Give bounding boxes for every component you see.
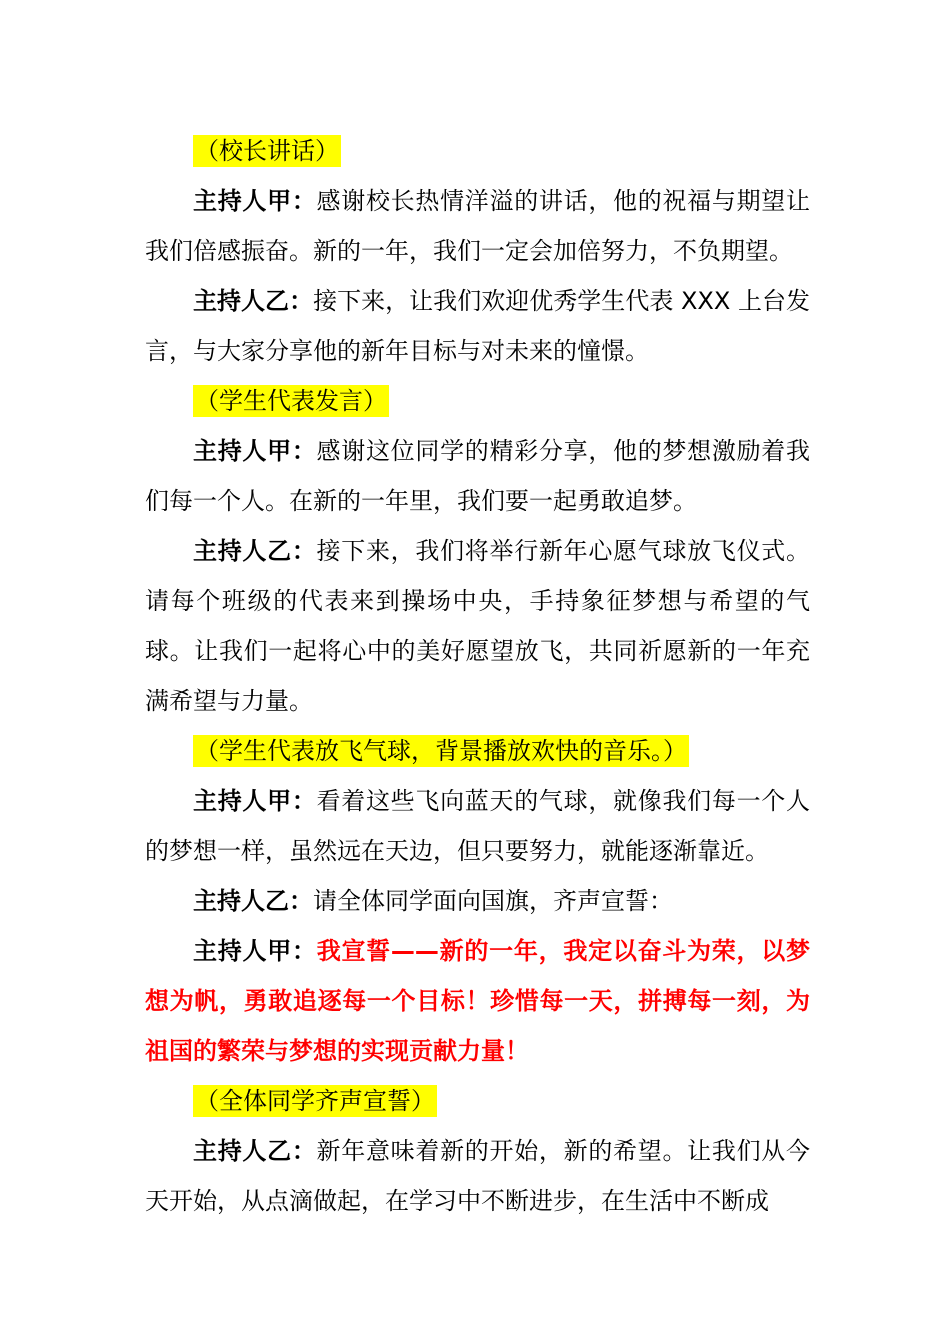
dialog-text: 请全体同学面向国旗，齐声宣誓： xyxy=(313,887,673,915)
dialog-text: 新年意味着新的开始，新的希望。让我们从今天开始，从点滴做起，在学习中不断进步，在生活中不断成 xyxy=(145,1137,811,1215)
document-body xyxy=(145,126,810,1226)
dialog-text: 看着这些飞向蓝天的气球，就像我们每一个人的梦想一样，虽然远在天边，但只要努力，就能逐渐靠近。 xyxy=(145,787,811,865)
dialog-text: 接下来，我们将举行新年心愿气球放飞仪式。请每个班级的代表来到操场中央，手持象征梦想与希望的气球。让我们一起将心中的美好愿望放飞，共同祈愿新的一年充满希望与力量。 xyxy=(145,537,811,715)
dialog-text: 感谢校长热情洋溢的讲话，他的祝福与期望让我们倍感振奋。新的一年，我们一定会加倍努力，不负期望。 xyxy=(145,187,811,265)
dialog-text: 接下来，让我们欢迎优秀学生代表 XXX 上台发言，与大家分享他的新年目标与对未来的憧憬。 xyxy=(145,287,810,365)
dialog-text: 感谢这位同学的精彩分享，他的梦想激励着我们每一个人。在新的一年里，我们要一起勇敢追梦。 xyxy=(145,437,811,515)
highlighted-text: （全体同学齐声宣誓） xyxy=(195,1087,435,1115)
speaker-label: 主持人乙： xyxy=(193,1137,317,1165)
speaker-label: 主持人甲： xyxy=(193,787,317,815)
stage-direction xyxy=(145,1076,810,1126)
dialog-paragraph xyxy=(145,1126,810,1226)
dialog-paragraph xyxy=(145,176,810,276)
speaker-label: 主持人乙： xyxy=(193,887,313,915)
speaker-label: 主持人甲： xyxy=(193,187,317,215)
oath-paragraph xyxy=(145,926,810,1076)
dialog-paragraph xyxy=(145,426,810,526)
speaker-label: 主持人乙： xyxy=(193,537,317,565)
highlighted-text: （学生代表发言） xyxy=(195,387,387,415)
stage-direction xyxy=(145,726,810,776)
speaker-label: 主持人甲： xyxy=(193,437,317,465)
speaker-label: 主持人乙： xyxy=(193,287,314,315)
dialog-paragraph xyxy=(145,526,810,726)
highlighted-text: （学生代表放飞气球，背景播放欢快的音乐。） xyxy=(195,737,687,765)
oath-text: 我宣誓——新的一年，我定以奋斗为荣，以梦想为帆，勇敢追逐每一个目标！珍惜每一天，拼搏每一刻，为祖国的繁荣与梦想的实现贡献力量！ xyxy=(145,937,811,1065)
stage-direction xyxy=(145,126,810,176)
dialog-paragraph xyxy=(145,276,810,376)
speaker-label: 主持人甲： xyxy=(193,937,317,965)
dialog-paragraph xyxy=(145,776,810,876)
dialog-paragraph xyxy=(145,876,810,926)
highlighted-text: （校长讲话） xyxy=(195,137,339,165)
stage-direction xyxy=(145,376,810,426)
